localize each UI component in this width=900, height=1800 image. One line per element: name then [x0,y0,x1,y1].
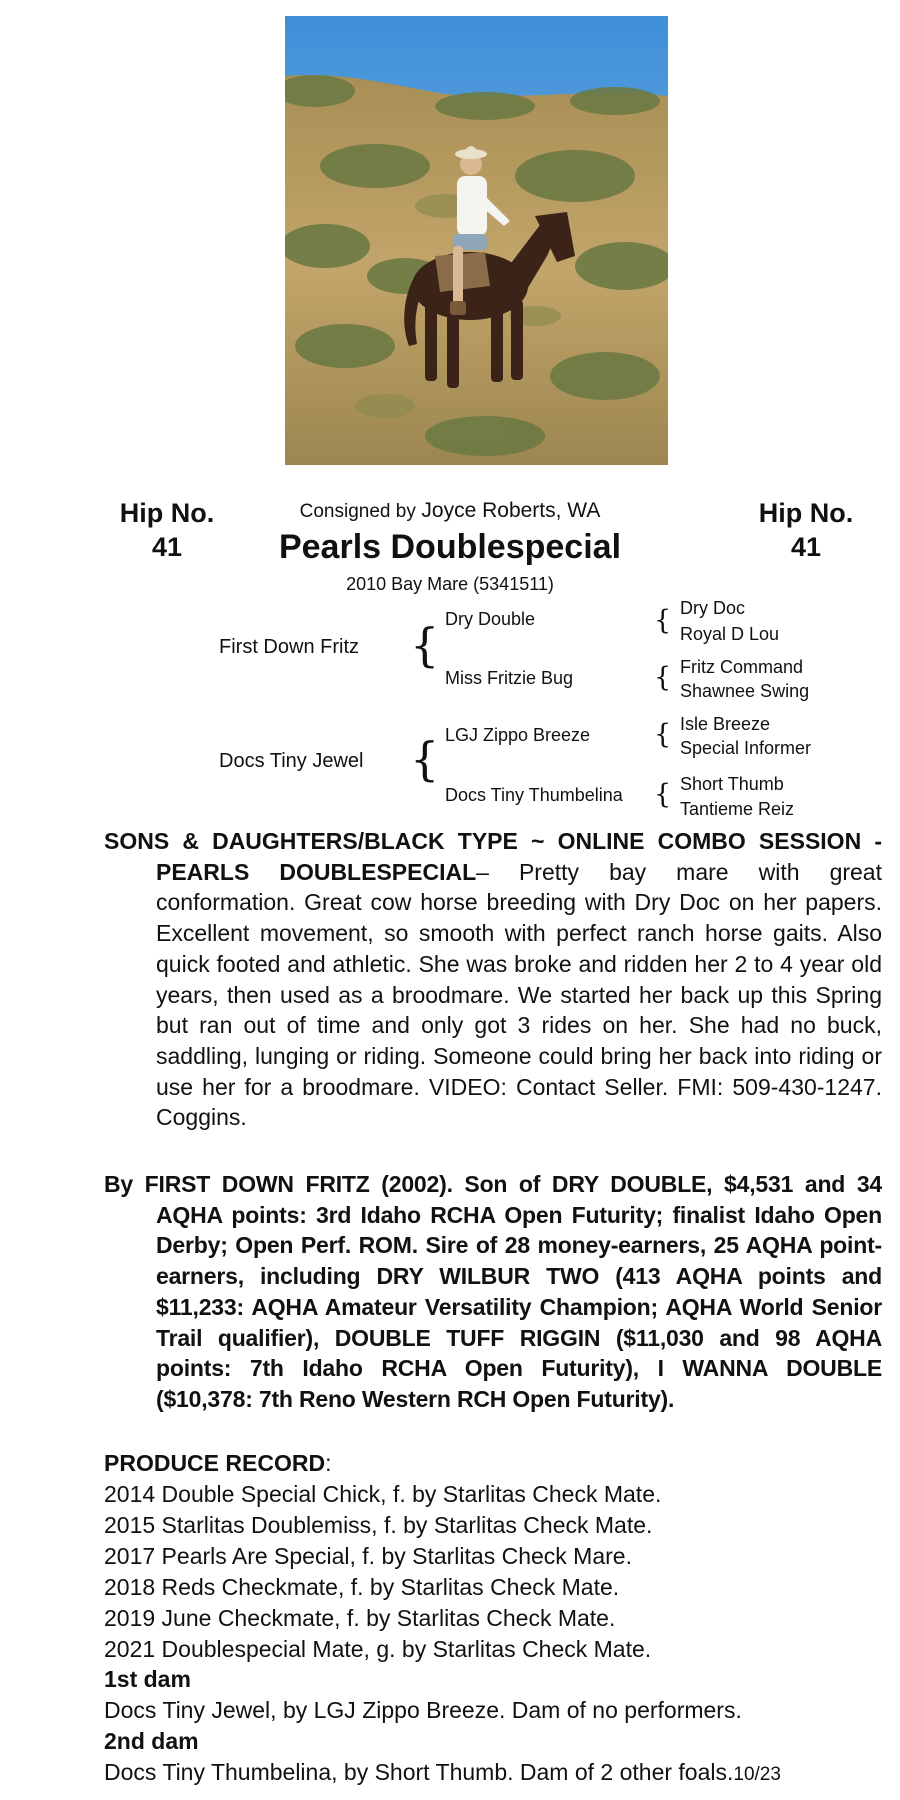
pedigree-dam-sire-sire: Isle Breeze [680,714,771,734]
pedigree-brace: { [654,605,672,636]
pedigree-sire-dam: Miss Fritzie Bug [445,668,574,688]
list-item: 2018 Reds Checkmate, f. by Starlitas Check Mate. [104,1574,620,1600]
pedigree-brace: { [654,662,672,693]
pedigree-sire-dam-dam: Shawnee Swing [680,681,810,701]
pedigree-dam-sire-dam: Special Informer [680,738,812,758]
consignor-line [250,499,650,524]
first-dam-text: Docs Tiny Jewel, by LGJ Zippo Breeze. Dam of no performers. [104,1697,742,1723]
hip-number: 41 [790,532,822,562]
consigned-by-label: Consigned by [299,501,416,522]
horse-rider-photo [285,16,668,465]
second-dam-text: Docs Tiny Thumbelina, by Short Thumb. Dam of 2 other foals. [104,1759,734,1785]
pedigree-sire: First Down Fritz [219,636,359,658]
pedigree-brace: { [654,719,672,750]
consignor-name: Joyce Roberts, WA [421,499,601,522]
hip-number-left [92,496,242,564]
list-item: 2014 Double Special Chick, f. by Starlitas Check Mate. [104,1481,662,1507]
produce-record-heading: PRODUCE RECORD: [104,1450,332,1476]
list-item: 2017 Pearls Are Special, f. by Starlitas Check Mare. [104,1543,632,1569]
hip-label: Hip No. [119,498,215,528]
hip-number-right [731,496,881,564]
second-dam-heading: 2nd dam [104,1728,199,1754]
pedigree-brace: { [410,732,440,786]
pedigree-sire-sire-sire: Dry Doc [680,598,746,618]
pedigree-dam-dam: Docs Tiny Thumbelina [445,785,623,805]
pedigree-sire-sire-dam: Royal D Lou [680,624,780,644]
catalog-code: 10/23 [733,1764,781,1785]
pedigree-dam-dam-sire: Short Thumb [680,774,784,794]
horse-name: Pearls Doublespecial [278,528,622,566]
pedigree-dam-sire: LGJ Zippo Breeze [445,725,591,745]
list-item: 2019 June Checkmate, f. by Starlitas Check Mate. [104,1605,616,1631]
pedigree-dam: Docs Tiny Jewel [219,750,364,772]
horse-description: 2010 Bay Mare (5341511) [346,574,554,594]
description-body: – Pretty bay mare with great conformation. Great cow horse breeding with Dry Doc on her papers. Excellent movement, so smooth with perfect ranch horse gaits. Also quick footed and athletic. She was broke and ridden her 2 to 4 year old years, then used as a broodmare. We started her back up this Spring but ran out of time and only got 3 rides on her. She had no buck, saddling, lunging or riding. Someone could bring her back into riding or use her for a broodmare. VIDEO: Contact Seller. FMI: 509-430-1247. Coggins. [156,858,882,1131]
list-item: 2015 Starlitas Doublemiss, f. by Starlitas Check Mate. [104,1512,653,1538]
pedigree-dam-dam-dam: Tantieme Reiz [680,799,795,819]
second-dam-line [104,1757,781,1791]
list-item: 2021 Doublespecial Mate, g. by Starlitas Check Mate. [104,1636,652,1662]
hip-label: Hip No. [758,498,854,528]
first-dam-heading: 1st dam [104,1666,191,1692]
pedigree-sire-sire: Dry Double [445,609,536,629]
sire-record-paragraph: By FIRST DOWN FRITZ (2002). Son of DRY DOUBLE, $4,531 and 34 AQHA points: 3rd Idaho RCHA Open Futurity; finalist Idaho Open Derby; Open Perf. ROM. Sire of 28 money-earners, 25 AQHA point-earners, including DRY WILBUR TWO (413 AQHA points and $11,233: AQHA Amateur Versatility Champion; AQHA World Senior Trail qualifier), DOUBLE TUFF RIGGIN ($11,030 and 98 AQHA points: 7th Idaho RCHA Open Futurity), I WANNA DOUBLE ($10,378: 7th Reno Western RCH Open Futurity). [104,1171,882,1412]
pedigree-brace: { [654,779,672,810]
pedigree-sire-dam-sire: Fritz Command [680,657,804,677]
pedigree-brace: { [410,618,440,672]
hip-number: 41 [151,532,183,562]
description-lead: SONS & DAUGHTERS/BLACK TYPE ~ ONLINE COMBO SESSION - PEARLS DOUBLESPECIAL [104,828,882,885]
description-paragraph [104,826,882,1133]
